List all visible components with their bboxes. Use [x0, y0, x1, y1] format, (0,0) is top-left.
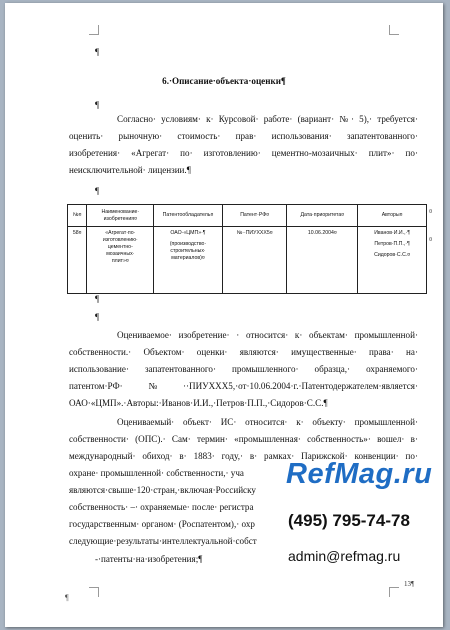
paragraph-line: ОАО·«ЦМП».·Авторы:·Иванов·И.И.,·Петров·П.П.,·Сидоров·С.С.¶ [69, 398, 328, 408]
table-cell-name [87, 227, 154, 294]
cell-line: Иванов·И.И.,·¶ [374, 230, 411, 236]
table-cell-authors [358, 227, 427, 294]
table-header-cell: Авторы¤ [358, 205, 427, 227]
row-end-mark: ¤ [429, 209, 433, 215]
paragraph-line: Согласно· условиям· к· Курсовой· работе· (вариант· №· 5),· требуется· [117, 114, 418, 124]
paragraph-line: государственным· органом· (Роспатентом),· охр [69, 519, 255, 529]
table-header-cell: №¤ [68, 205, 87, 227]
margin-corner-top-right [389, 25, 399, 35]
table-cell-patent: №··ПИУХХХ5¤ [222, 227, 287, 294]
paragraph-line: Оцениваемое· изобретение· · относится· к· объектам· промышленной· [117, 330, 418, 340]
empty-paragraph-mark: ¶ [95, 294, 100, 304]
section-heading: 6.·Описание·объекта·оценки¶ [162, 76, 286, 86]
table-header-row [68, 205, 427, 227]
table-header-cell: Наименование· изобретения¤ [87, 205, 154, 227]
refmag-watermark [280, 458, 450, 578]
paragraph-line: собственность· –· охраняемые· после· регистра [69, 502, 254, 512]
paragraph-line: являются·свыше·120·стран,·включая·Российску [69, 485, 256, 495]
patent-table [67, 204, 427, 294]
paragraph-line: неисключительной· лицензии.¶ [69, 165, 191, 175]
paragraph-line: использование· запатентованного· промышленного· образца,· охраняемого· [69, 364, 418, 374]
cell-line: Сидоров·С.С.¤ [374, 252, 411, 258]
table-header-cell: Патент·РФ¤ [222, 205, 287, 227]
cell-line: материалов)¤ [171, 255, 205, 261]
cell-line: мозаичных· [106, 251, 135, 257]
empty-paragraph-mark: ¶ [95, 186, 100, 196]
margin-corner-bottom-right [389, 587, 399, 597]
table-cell-date: 10.06.2004¤ [287, 227, 358, 294]
paragraph-line: следующие·результаты·интеллектуальной·собст [69, 536, 257, 546]
cell-line: строительных· [170, 248, 206, 254]
table-cell-number: 58¤ [68, 227, 87, 294]
empty-paragraph-mark: ¶ [95, 47, 100, 57]
paragraph-line: собственности.· Объектом· оценки· являются· имущественные· права· на· [69, 347, 418, 357]
empty-paragraph-mark: ¶ [95, 100, 100, 110]
cell-line: (производство· [169, 241, 207, 247]
cell-line: Петров·П.П.,·¶ [374, 241, 410, 247]
cell-line: «Агрегат·по· [105, 230, 136, 236]
paragraph-line: охране· промышленной· собственности,· уча [69, 468, 244, 478]
row-end-mark: ¤ [429, 237, 433, 243]
table-cell-holder [154, 227, 223, 294]
watermark-email: admin@refmag.ru [288, 548, 401, 564]
watermark-logo: RefMag.ru [286, 458, 433, 490]
table-header-cell: Патентообладатель¤ [154, 205, 223, 227]
paragraph-line: международный· обиход· в· 1883· году,· в· рамках· Парижской· конвенции· по· [69, 451, 418, 461]
watermark-phone: (495) 795-74-78 [288, 511, 410, 530]
table-row [68, 227, 427, 294]
paragraph-line: оценить· рыночную· стоимость· прав· использования· запатентованного· [69, 131, 418, 141]
margin-corner-top-left [89, 25, 99, 35]
page-number: 13¶ [404, 580, 415, 588]
cell-line: цементно- [107, 244, 133, 250]
paragraph-line: собственности· (ОПС).· Сам· термин· «промышленная· собственность»· вошел· в· [69, 434, 418, 444]
paragraph-line: патентом·РФ·№··ПИУХХХ5,·от·10.06.2004·г.·Патентодержателем·является· [69, 381, 418, 391]
paragraph-line: Оцениваемый· объект· ИС· относится· к· объекту· промышленной· [117, 417, 418, 427]
empty-paragraph-mark: ¶ [95, 312, 100, 322]
paragraph-line: -·патенты·на·изобретения;¶ [95, 554, 203, 564]
paragraph-line: изобретения· «Агрегат· по· изготовлению· цементно-мозаичных· плит»· по· [69, 148, 418, 158]
cell-line: плит»¤ [111, 258, 129, 264]
cell-line: изготовлению· [102, 237, 138, 243]
margin-corner-bottom-left [89, 587, 99, 597]
cell-line: ОАО·«ЦМП»·¶ [170, 230, 206, 236]
footer-paragraph-mark: ¶ [65, 593, 69, 602]
table-header-cell: Дата·приоритета¤ [287, 205, 358, 227]
